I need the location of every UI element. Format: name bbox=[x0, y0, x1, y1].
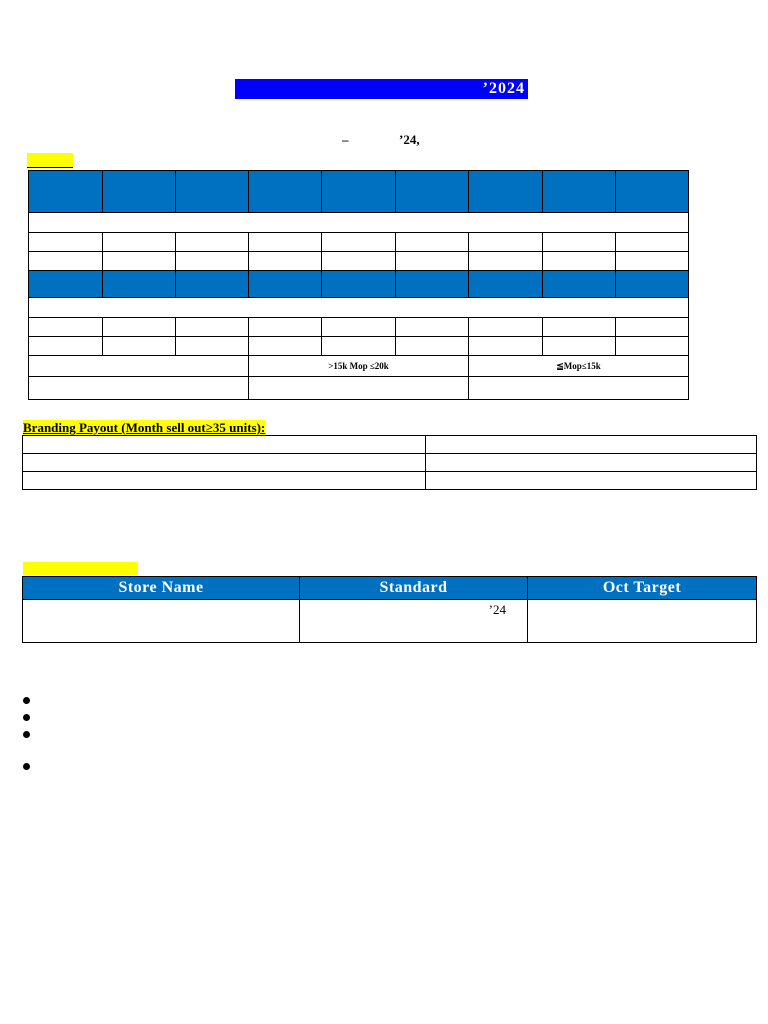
mop-range-row bbox=[29, 356, 689, 377]
bullet-icon bbox=[23, 763, 30, 770]
subtitle-dash: – bbox=[342, 132, 349, 147]
bullet-icon bbox=[23, 697, 30, 704]
branding-payout-table bbox=[22, 435, 757, 490]
branding-payout-label: Branding Payout (Month sell out≥35 units): bbox=[23, 420, 266, 435]
standard-value: ’24 bbox=[300, 600, 528, 643]
table-row bbox=[23, 454, 757, 472]
scheme-section-row bbox=[29, 213, 689, 233]
header-store-name: Store Name bbox=[23, 577, 300, 600]
store-target-table bbox=[22, 576, 757, 643]
table-row bbox=[23, 472, 757, 490]
bullet-icon bbox=[23, 714, 30, 721]
store-table-header bbox=[23, 577, 757, 600]
subtitle-month: ’24, bbox=[399, 132, 420, 147]
document-title: ’2024 bbox=[235, 79, 528, 99]
table-row bbox=[23, 436, 757, 454]
section-highlight-label-2 bbox=[23, 562, 138, 575]
table-row bbox=[29, 252, 689, 271]
table-row bbox=[29, 318, 689, 337]
scheme-table bbox=[28, 170, 689, 400]
table-row bbox=[29, 377, 689, 400]
mop-low-range: ≦Mop≤15k bbox=[469, 356, 689, 377]
header-standard: Standard bbox=[300, 577, 528, 600]
mop-mid-range: >15k Mop ≤20k bbox=[249, 356, 469, 377]
table-row bbox=[29, 337, 689, 356]
table-row bbox=[29, 233, 689, 252]
scheme-header-row bbox=[29, 171, 689, 213]
bullet-icon bbox=[23, 731, 30, 738]
scheme-section-row bbox=[29, 298, 689, 318]
section-highlight-label bbox=[27, 153, 73, 168]
table-row bbox=[23, 600, 757, 643]
header-oct-target: Oct Target bbox=[528, 577, 757, 600]
scheme-header-row-2 bbox=[29, 271, 689, 298]
